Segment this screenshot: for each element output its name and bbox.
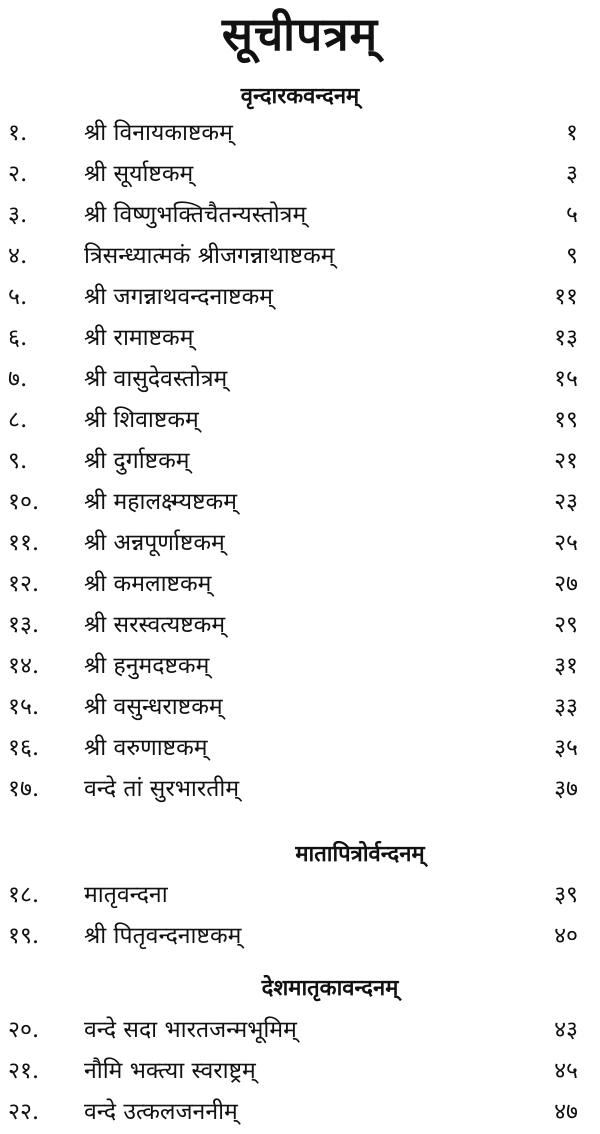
- entry-title: श्री हनुमदष्टकम्: [84, 653, 210, 679]
- entry-title: श्री रामाष्टकम्: [84, 325, 194, 351]
- entry-number: २१.: [8, 1058, 40, 1084]
- entry-number: ९.: [8, 448, 28, 474]
- toc-entry: [0, 605, 600, 645]
- entry-title: श्री दुर्गाष्टकम्: [84, 448, 190, 474]
- entry-number: २२.: [8, 1099, 40, 1125]
- entry-number: १.: [8, 120, 28, 146]
- entry-page: ४७: [554, 1099, 578, 1125]
- entry-title: श्री महालक्ष्म्यष्टकम्: [84, 489, 237, 515]
- entry-number: १८.: [8, 882, 40, 908]
- entry-page: २१: [554, 448, 578, 474]
- entry-page: ३: [566, 161, 578, 187]
- toc-entry: [0, 1051, 600, 1091]
- toc-entry: [0, 195, 600, 235]
- entry-title: श्री सूर्याष्टकम्: [84, 161, 194, 187]
- entry-title: श्री शिवाष्टकम्: [84, 407, 199, 433]
- toc-entry: [0, 1092, 600, 1132]
- entry-number: १५.: [8, 694, 40, 720]
- section-heading: मातापित्रोर्वन्दनम्: [295, 841, 425, 867]
- entry-page: २७: [554, 571, 578, 597]
- entry-title: श्री कमलाष्टकम्: [84, 571, 212, 597]
- entry-page: ११: [554, 284, 578, 310]
- entry-page: ९: [566, 243, 578, 269]
- entry-title: नौमि भक्त्या स्वराष्ट्रम्: [84, 1058, 256, 1084]
- entry-title: श्री वसुन्धराष्टकम्: [84, 694, 223, 720]
- page-title: सूचीपत्रम्: [221, 7, 379, 61]
- entry-number: २०.: [8, 1017, 40, 1043]
- toc-entry: [0, 769, 600, 809]
- section-heading: वृन्दारकवन्दनम्: [240, 83, 360, 109]
- entry-title: श्री अन्नपूर्णाष्टकम्: [84, 530, 225, 556]
- entry-number: ७.: [8, 366, 28, 392]
- entry-page: १९: [554, 407, 578, 433]
- toc-entry: [0, 482, 600, 522]
- entry-page: १५: [554, 366, 578, 392]
- toc-entry: [0, 441, 600, 481]
- entry-number: ६.: [8, 325, 28, 351]
- entry-page: २५: [554, 530, 578, 556]
- entry-title: श्री जगन्नाथवन्दनाष्टकम्: [84, 284, 274, 310]
- toc-entry: [0, 875, 600, 915]
- entry-page: २९: [554, 612, 578, 638]
- entry-number: १०.: [8, 489, 40, 515]
- entry-page: १३: [554, 325, 578, 351]
- entry-number: १६.: [8, 735, 40, 761]
- toc-entry: [0, 523, 600, 563]
- entry-number: १९.: [8, 923, 40, 949]
- entry-number: २.: [8, 161, 28, 187]
- toc-entry: [0, 687, 600, 727]
- entry-title: वन्दे सदा भारतजन्मभूमिम्: [84, 1017, 297, 1043]
- toc-entry: [0, 113, 600, 153]
- toc-entry: [0, 154, 600, 194]
- entry-number: ११.: [8, 530, 40, 556]
- section-heading: देशमातृकावन्दनम्: [261, 975, 399, 1001]
- entry-title: श्री विष्णुभक्तिचैतन्यस्तोत्रम्: [84, 202, 307, 228]
- entry-title: वन्दे तां सुरभारतीम्: [84, 776, 240, 802]
- entry-title: श्री सरस्वत्यष्टकम्: [84, 612, 226, 638]
- toc-entry: [0, 359, 600, 399]
- entry-number: १७.: [8, 776, 40, 802]
- toc-entry: [0, 646, 600, 686]
- toc-entry: [0, 564, 600, 604]
- toc-entry: [0, 1010, 600, 1050]
- entry-page: ३७: [554, 776, 578, 802]
- entry-number: १३.: [8, 612, 40, 638]
- entry-page: ३५: [554, 735, 578, 761]
- toc-entry: [0, 400, 600, 440]
- entry-page: १: [566, 120, 578, 146]
- toc-entry: [0, 236, 600, 276]
- entry-title: वन्दे उत्कलजननीम्: [84, 1099, 238, 1125]
- entry-page: ३३: [554, 694, 578, 720]
- entry-page: ४३: [554, 1017, 578, 1043]
- entry-title: त्रिसन्ध्यात्मकं श्रीजगन्नाथाष्टकम्: [84, 243, 335, 269]
- entry-number: ८.: [8, 407, 28, 433]
- entry-page: ३१: [554, 653, 578, 679]
- toc-entry: [0, 277, 600, 317]
- entry-page: २३: [554, 489, 578, 515]
- entry-number: १२.: [8, 571, 40, 597]
- toc-entry: [0, 916, 600, 956]
- toc-entry: [0, 728, 600, 768]
- entry-page: ३९: [554, 882, 578, 908]
- entry-title: मातृवन्दना: [84, 882, 168, 908]
- entry-number: ४.: [8, 243, 28, 269]
- entry-number: ३.: [8, 202, 28, 228]
- entry-title: श्री पितृवन्दनाष्टकम्: [84, 923, 242, 949]
- entry-page: ४०: [554, 923, 578, 949]
- entry-page: ४५: [554, 1058, 578, 1084]
- entry-title: श्री वरुणाष्टकम्: [84, 735, 208, 761]
- entry-number: ५.: [8, 284, 28, 310]
- entry-number: १४.: [8, 653, 40, 679]
- toc-entry: [0, 318, 600, 358]
- entry-title: श्री विनायकाष्टकम्: [84, 120, 233, 146]
- entry-title: श्री वासुदेवस्तोत्रम्: [84, 366, 228, 392]
- entry-page: ५: [566, 202, 578, 228]
